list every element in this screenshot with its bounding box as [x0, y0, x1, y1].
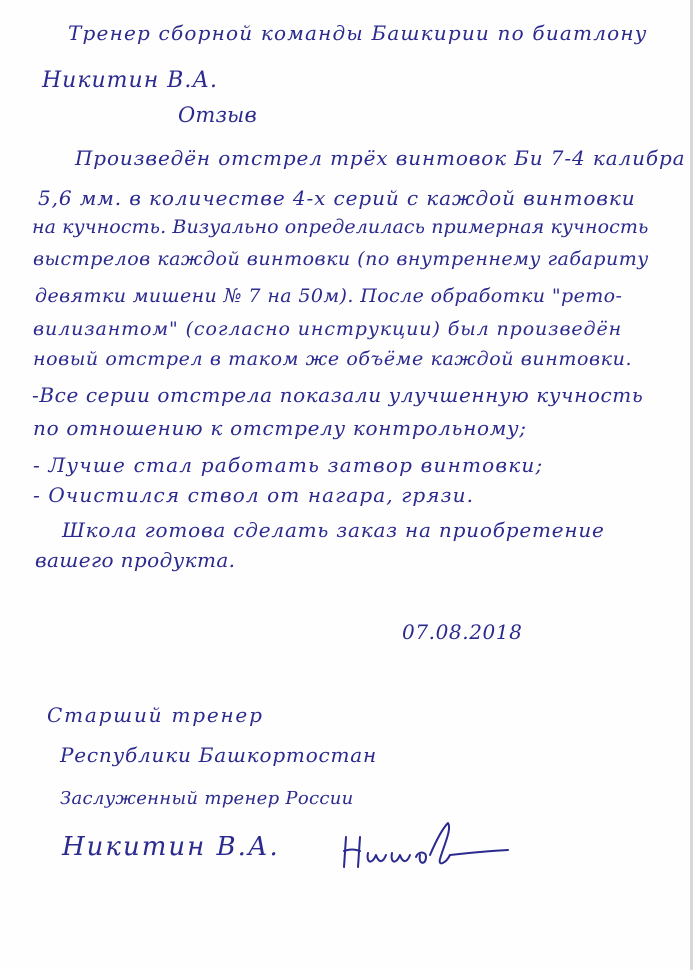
body-line-7: новый отстрел в таком же объёме каждой винтовки. — [33, 348, 633, 370]
body-line-9: по отношению к отстрелу контрольному; — [33, 416, 527, 440]
signature-name: Никитин В.А. — [62, 832, 280, 862]
document-title: Отзыв — [178, 103, 257, 127]
body-line-8: -Все серии отстрела показали улучшенную кучность — [32, 383, 644, 407]
letter-date: 07.08.2018 — [402, 620, 523, 644]
body-line-6: вилизантом" (согласно инструкции) был произведён — [33, 318, 623, 340]
body-line-2: 5,6 мм. в количестве 4-х серий с каждой винтовки — [38, 186, 636, 210]
signature-title-line-3: Заслуженный тренер России — [60, 788, 354, 809]
body-line-4: выстрелов каждой винтовки (по внутреннему габариту — [33, 248, 649, 270]
body-line-5: девятки мишени № 7 на 50м). После обработки "рето- — [35, 285, 623, 307]
addressee-name: Никитин В.А. — [42, 68, 218, 93]
addressee-line: Тренер сборной команды Башкирии по биатлону — [68, 21, 648, 45]
body-line-11: - Очистился ствол от нагара, грязи. — [33, 483, 475, 507]
signature-title-line-2: Республики Башкортостан — [60, 743, 378, 767]
handwritten-signature — [338, 815, 518, 875]
signature-title-line-1: Старший тренер — [47, 703, 264, 727]
body-line-13: вашего продукта. — [35, 548, 236, 572]
body-line-12: Школа готова сделать заказ на приобретение — [62, 518, 605, 542]
body-line-3: на кучность. Визуально определилась примерная кучность — [32, 216, 649, 238]
body-line-1: Произведён отстрел трёх винтовок Би 7-4 калибра — [75, 146, 686, 170]
body-line-10: - Лучше стал работать затвор винтовки; — [33, 453, 544, 477]
